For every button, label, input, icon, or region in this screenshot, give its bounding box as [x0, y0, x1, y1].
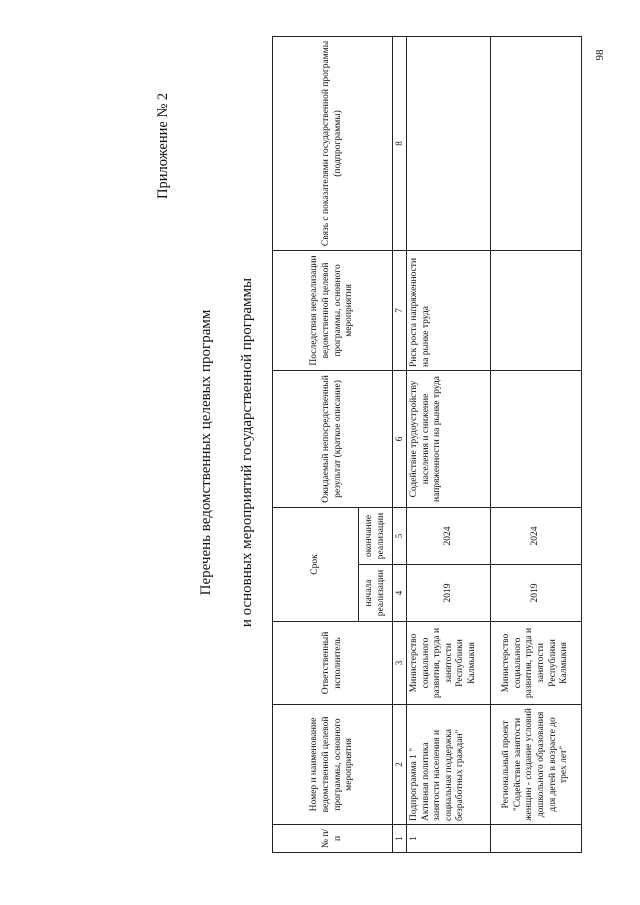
row-start-year: 2019 — [490, 565, 581, 622]
row-consequences — [490, 250, 581, 370]
column-number: 2 — [393, 705, 407, 825]
table-row — [490, 36, 581, 852]
row-end-year: 2024 — [490, 507, 581, 564]
header-number: № п/п — [273, 825, 393, 853]
row-executor: Министерство социального развития, труда и занятости Республики Калмыкия — [406, 622, 490, 705]
row-program-name: Региональный проект "Содействие занятости женщин - создание условий дошкольного образования для детей в возрасте до трех лет" — [490, 705, 581, 825]
page-number: 98 — [594, 49, 606, 61]
column-number-row — [393, 36, 407, 852]
column-number: 7 — [393, 250, 407, 370]
row-indicator-link — [490, 36, 581, 250]
header-program-name: Номер и наименование ведомственной целевой программы, основного мероприятия — [273, 705, 393, 825]
programs-table — [272, 36, 582, 853]
header-consequences: Последствия нереализации ведомственной целевой программы, основного мероприятия — [273, 250, 393, 370]
document-title-line-2: и основных мероприятий государственной программы — [239, 277, 255, 628]
column-number: 8 — [393, 36, 407, 250]
row-program-name: Подпрограмма 1 " Активная политика занятости населения и социальная поддержка безработных граждан" — [406, 705, 490, 825]
table-header-row — [273, 36, 359, 852]
row-indicator-link — [406, 36, 490, 250]
row-executor: Министерство социального развития, труда и занятости Республики Калмыкия — [490, 622, 581, 705]
header-indicator-link: Связь с показателями государственной программы (подпрограммы) — [273, 36, 393, 250]
row-expected-result: Содействие трудоустройству населения и снижение напряженности на рынке труда — [406, 370, 490, 507]
header-start: начала реализации — [359, 565, 393, 622]
row-consequences: Риск роста напряженности на рынке труда — [406, 250, 490, 370]
header-executor: Ответственный исполнитель — [273, 622, 393, 705]
row-number — [490, 825, 581, 853]
row-end-year: 2024 — [406, 507, 490, 564]
appendix-label: Приложение № 2 — [155, 92, 171, 199]
document-title-line-1: Перечень ведомственных целевых программ — [198, 309, 214, 596]
column-number: 1 — [393, 825, 407, 853]
row-expected-result — [490, 370, 581, 507]
header-term: Срок — [273, 507, 359, 621]
column-number: 4 — [393, 565, 407, 622]
row-start-year: 2019 — [406, 565, 490, 622]
column-number: 3 — [393, 622, 407, 705]
row-number: 1 — [406, 825, 490, 853]
table-row — [406, 36, 490, 852]
header-end: окончание реализации — [359, 507, 393, 564]
column-number: 6 — [393, 370, 407, 507]
header-expected-result: Ожидаемый непосредственный результат (краткое описание) — [273, 370, 393, 507]
column-number: 5 — [393, 507, 407, 564]
